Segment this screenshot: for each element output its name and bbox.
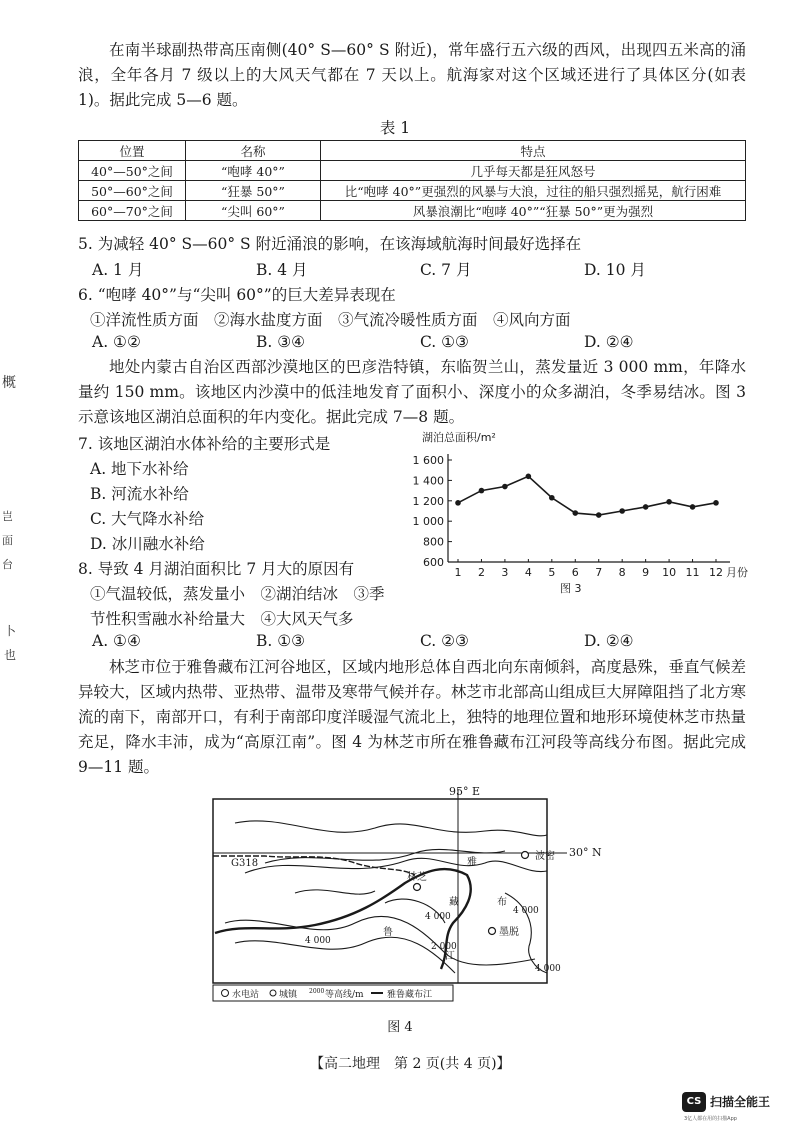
y-tick-label: 600 xyxy=(423,556,444,569)
lhasa-river-contour-map xyxy=(205,783,605,1008)
table-header: 特点 xyxy=(321,141,746,161)
option-c[interactable]: C. ①③ xyxy=(420,333,469,351)
x-tick-label: 8 xyxy=(618,566,626,579)
option-a[interactable]: A. 地下水补给 xyxy=(90,460,189,478)
option-a[interactable]: A. ①② xyxy=(92,333,141,351)
contour-label: 2 000 xyxy=(431,942,457,952)
chart-ticks xyxy=(413,454,724,579)
camscanner-logo: CS xyxy=(682,1092,706,1112)
y-tick-label: 1 600 xyxy=(412,454,444,467)
question-6-items: ①洋流性质方面 ②海水盐度方面 ③气流冷暖性质方面 ④风向方面 xyxy=(90,311,571,329)
option-b[interactable]: B. 4 月 xyxy=(256,261,308,279)
data-point xyxy=(526,474,532,480)
data-point xyxy=(455,500,461,506)
x-tick-label: 2 xyxy=(477,566,485,579)
margin-mark: 面 xyxy=(2,534,13,547)
margin-mark: 概 xyxy=(2,375,16,391)
page-footer: 【高二地理 第 2 页(共 4 页)】 xyxy=(310,1056,511,1072)
y-tick-label: 1 200 xyxy=(412,494,444,508)
intro-paragraph-1: 在南半球副热带高压南侧(40° S—60° S 附近)，常年盛行五六级的西风，出现四五米高的涌浪，全年各月 7 级以上的大风天气都在 7 天以上。航海家对这个区域还进行了具体区分(如表 1)。据此完成 5—6 题。 xyxy=(78,41,746,109)
river-char: 鲁 xyxy=(383,927,393,938)
camscanner-name: 扫描全能王 xyxy=(710,1095,771,1109)
legend-contour-sample: 2000 xyxy=(309,988,325,995)
legend-river: 雅鲁藏布江 xyxy=(387,990,433,1000)
table-cell: “狂暴 50°” xyxy=(186,181,321,201)
table-cell: “咆哮 40°” xyxy=(186,161,321,181)
margin-mark: 卜 xyxy=(4,624,17,638)
option-b[interactable]: B. ③④ xyxy=(256,333,306,351)
question-8-stem: 8. 导致 4 月湖泊面积比 7 月大的原因有 xyxy=(78,560,355,578)
option-c[interactable]: C. ②③ xyxy=(420,632,469,650)
river-char: 江 xyxy=(445,951,455,962)
y-tick-label: 800 xyxy=(423,535,444,549)
legend-hydro: 水电站 xyxy=(232,990,260,1000)
town-icon xyxy=(270,990,276,996)
x-tick-label: 4 xyxy=(524,566,532,579)
option-d[interactable]: D. 10 月 xyxy=(584,261,646,279)
data-point xyxy=(596,512,602,518)
intro-paragraph-3: 林芝市位于雅鲁藏布江河谷地区，区域内地形总体自西北向东南倾斜，高度悬殊，垂直气候差异较大，区域内热带、亚热带、温带及寒带气候并存。林芝市北部高山组成巨大屏障阻挡了北方寒流的南下，南部开口，有利于南部印度洋暖湿气流北上，独特的地理位置和地形环境使林芝市热量充足，降水丰沛，成为“高原江南”。图 4 为林芝市所在雅鲁藏布江河段等高线分布图。据此完成 9—11 题。 xyxy=(78,658,746,776)
city-marker xyxy=(522,852,529,859)
figure-4-caption: 图 4 xyxy=(387,1020,413,1035)
question-8-items-line-2: 节性积雪融水补给量大 ④大风天气多 xyxy=(90,610,354,628)
table-row xyxy=(79,201,746,221)
contour-label: 4 000 xyxy=(535,964,561,974)
table-header: 名称 xyxy=(186,141,321,161)
table-row xyxy=(79,161,746,181)
road-label: G318 xyxy=(231,858,259,869)
series-line xyxy=(458,476,716,515)
table-cell: 风暴浪潮比“咆哮 40°”“狂暴 50°”更为强烈 xyxy=(321,201,746,221)
city-marker xyxy=(414,884,421,891)
data-point xyxy=(549,495,555,501)
contour-label: 4 000 xyxy=(513,906,539,916)
hydro-station-icon xyxy=(222,990,229,997)
option-b[interactable]: B. ①③ xyxy=(256,632,306,650)
y-axis-label: 湖泊总面积/m² xyxy=(422,431,496,444)
option-c[interactable]: C. 7 月 xyxy=(420,261,472,279)
table-cell: 几乎每天都是狂风怒号 xyxy=(321,161,746,181)
question-8-items-line-1: ①气温较低，蒸发量小 ②湖泊结冰 ③季 xyxy=(90,585,385,603)
question-6-stem: 6. “咆哮 40°”与“尖叫 60°”的巨大差异表现在 xyxy=(78,286,396,304)
x-tick-label: 7 xyxy=(595,566,603,579)
x-tick-label: 11 xyxy=(685,566,700,579)
table-1 xyxy=(78,140,746,221)
y-tick-label: 1 400 xyxy=(412,474,444,488)
legend-contour: 等高线/m xyxy=(325,990,364,1000)
contour-label: 4 000 xyxy=(305,936,331,946)
table-cell: 60°—70°之间 xyxy=(79,201,186,221)
option-d[interactable]: D. ②④ xyxy=(584,333,634,351)
margin-mark: 也 xyxy=(4,648,17,662)
option-a[interactable]: A. 1 月 xyxy=(92,261,144,279)
series-points xyxy=(455,474,719,518)
option-a[interactable]: A. ①④ xyxy=(92,632,141,650)
table-cell: 40°—50°之间 xyxy=(79,161,186,181)
option-d[interactable]: D. ②④ xyxy=(584,632,634,650)
city-label: 林芝 xyxy=(407,872,427,883)
contour-label: 4 000 xyxy=(425,912,451,922)
data-point xyxy=(713,500,719,506)
lake-area-chart xyxy=(400,428,786,600)
latitude-label: 30° N xyxy=(569,846,602,859)
legend-town: 城镇 xyxy=(279,990,298,1000)
table-row xyxy=(79,181,746,201)
x-tick-label: 3 xyxy=(501,566,509,579)
table-cell: 比“咆哮 40°”更强烈的风暴与大浪，过往的船只强烈摇晃，航行困难 xyxy=(321,181,746,201)
option-d[interactable]: D. 冰川融水补给 xyxy=(90,535,205,553)
margin-mark: 台 xyxy=(2,558,13,571)
question-7-stem: 7. 该地区湖泊水体补给的主要形式是 xyxy=(78,435,331,453)
data-point xyxy=(643,504,649,510)
data-point xyxy=(619,508,625,514)
x-axis-label: 月份 xyxy=(726,566,748,579)
river-char: 雅 xyxy=(467,857,477,868)
question-5-stem: 5. 为减轻 40° S—60° S 附近涌浪的影响，在该海域航海时间最好选择在 xyxy=(78,235,582,253)
option-c[interactable]: C. 大气降水补给 xyxy=(90,510,205,528)
data-point xyxy=(502,484,508,490)
table-cell: 50°—60°之间 xyxy=(79,181,186,201)
city-label: 墨脱 xyxy=(499,927,519,938)
city-label: 波密 xyxy=(535,851,555,862)
longitude-label: 95° E xyxy=(449,785,481,798)
table-title: 表 1 xyxy=(379,119,411,137)
x-tick-label: 12 xyxy=(709,566,723,579)
city-marker xyxy=(489,928,496,935)
y-tick-label: 1 000 xyxy=(412,515,444,529)
river-char: 藏 xyxy=(449,897,459,908)
data-point xyxy=(479,488,485,494)
x-tick-label: 5 xyxy=(548,566,556,579)
table-cell: “尖叫 60°” xyxy=(186,201,321,221)
table-header: 位置 xyxy=(79,141,186,161)
x-tick-label: 1 xyxy=(454,566,462,579)
option-b[interactable]: B. 河流水补给 xyxy=(90,485,189,503)
data-point xyxy=(666,499,672,505)
x-tick-label: 9 xyxy=(642,566,650,579)
data-point xyxy=(572,510,578,516)
data-point xyxy=(690,504,696,510)
intro-paragraph-2: 地处内蒙古自治区西部沙漠地区的巴彦浩特镇，东临贺兰山，蒸发量近 3 000 mm，年降水量约 150 mm。该地区内沙漠中的低洼地发育了面积小、深度小的众多湖泊，冬季易结冰。图 3 示意该地区湖泊总面积的年内变化。据此完成 7—8 题。 xyxy=(78,358,746,426)
figure-3-caption: 图 3 xyxy=(560,582,582,595)
river-char: 布 xyxy=(497,897,507,908)
camscanner-tagline: 3亿人都在用的扫描App xyxy=(684,1116,737,1122)
table-header-row xyxy=(79,141,746,161)
margin-mark: 岂 xyxy=(2,510,13,523)
chart-axes xyxy=(448,454,730,562)
x-tick-label: 10 xyxy=(662,566,677,579)
x-tick-label: 6 xyxy=(571,566,579,579)
